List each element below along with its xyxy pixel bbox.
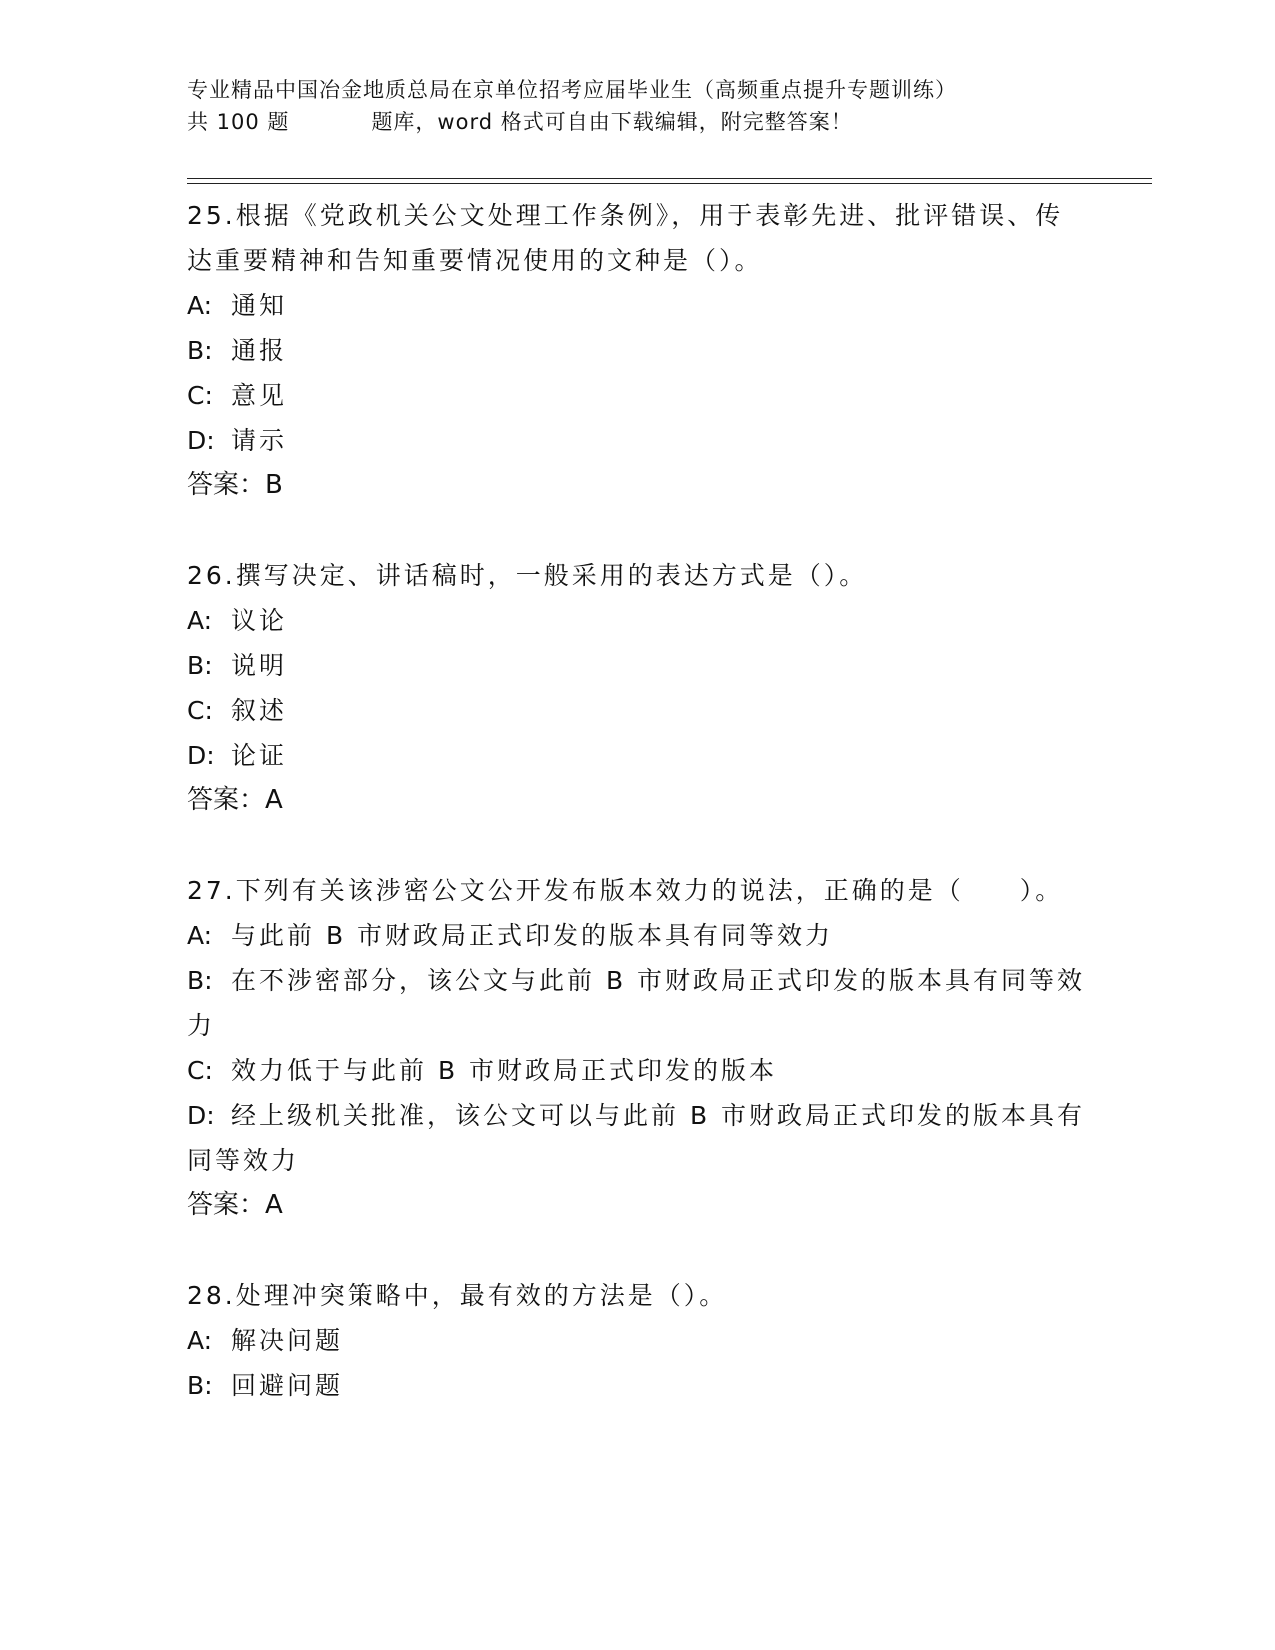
option-text: 回避问题	[231, 1371, 344, 1400]
question-stem: 26.撰写决定、讲话稿时，一般采用的表达方式是（）。	[187, 561, 868, 590]
question-list	[187, 193, 1087, 1408]
option-letter: D:	[187, 741, 215, 770]
option-letter: D:	[187, 426, 215, 455]
question-item	[187, 193, 1087, 508]
option-text: 在不涉密部分，该公文与此前 B 市财政局正式印发的版本具有同等效力	[187, 966, 1086, 1040]
option-letter: B:	[187, 651, 213, 680]
option-a	[187, 598, 1087, 643]
document-description: 题库，word 格式可自由下载编辑，附完整答案！	[371, 110, 853, 134]
header-divider-top	[187, 178, 1152, 179]
option-b	[187, 643, 1087, 688]
answer-line: 答案：A	[187, 785, 283, 815]
document-subtitle	[187, 106, 1087, 138]
option-letter: A:	[187, 291, 213, 320]
option-b	[187, 1363, 1087, 1408]
option-text: 通知	[231, 291, 288, 320]
question-stem: 27.下列有关该涉密公文公开发布版本效力的说法，正确的是（ ）。	[187, 876, 1064, 905]
question-item	[187, 1273, 1087, 1408]
document-title: 专业精品中国冶金地质总局在京单位招考应届毕业生（高频重点提升专题训练）	[187, 78, 957, 102]
option-letter: B:	[187, 966, 213, 995]
option-letter: C:	[187, 381, 213, 410]
option-text: 通报	[231, 336, 288, 365]
option-letter: D:	[187, 1101, 215, 1130]
option-text: 论证	[231, 741, 288, 770]
option-letter: C:	[187, 1056, 213, 1085]
answer-line: 答案：B	[187, 470, 283, 500]
header-divider-bottom	[187, 183, 1152, 184]
option-text: 请示	[231, 426, 288, 455]
answer-line: 答案：A	[187, 1190, 283, 1220]
option-c	[187, 1048, 1087, 1093]
option-a	[187, 1318, 1087, 1363]
option-letter: A:	[187, 921, 213, 950]
option-a	[187, 283, 1087, 328]
option-text: 意见	[231, 381, 288, 410]
option-letter: A:	[187, 1326, 213, 1355]
option-a	[187, 913, 1087, 958]
option-letter: C:	[187, 696, 213, 725]
question-stem: 28.处理冲突策略中，最有效的方法是（）。	[187, 1281, 728, 1310]
option-c	[187, 688, 1087, 733]
option-b	[187, 958, 1087, 1048]
question-count: 共 100 题	[187, 110, 290, 134]
question-stem: 25.根据《党政机关公文处理工作条例》，用于表彰先进、批评错误、传达重要精神和告知重要情况使用的文种是（）。	[187, 201, 1064, 275]
option-text: 解决问题	[231, 1326, 344, 1355]
question-item	[187, 553, 1087, 823]
option-text: 与此前 B 市财政局正式印发的版本具有同等效力	[231, 921, 834, 950]
option-letter: A:	[187, 606, 213, 635]
option-text: 效力低于与此前 B 市财政局正式印发的版本	[231, 1056, 778, 1085]
option-d	[187, 418, 1087, 463]
document-header	[187, 74, 1087, 138]
option-d	[187, 733, 1087, 778]
option-b	[187, 328, 1087, 373]
option-letter: B:	[187, 336, 213, 365]
option-text: 说明	[231, 651, 288, 680]
option-d	[187, 1093, 1087, 1183]
option-letter: B:	[187, 1371, 213, 1400]
option-text: 经上级机关批准，该公文可以与此前 B 市财政局正式印发的版本具有同等效力	[187, 1101, 1086, 1175]
option-text: 议论	[231, 606, 288, 635]
question-item	[187, 868, 1087, 1228]
option-c	[187, 373, 1087, 418]
option-text: 叙述	[231, 696, 288, 725]
